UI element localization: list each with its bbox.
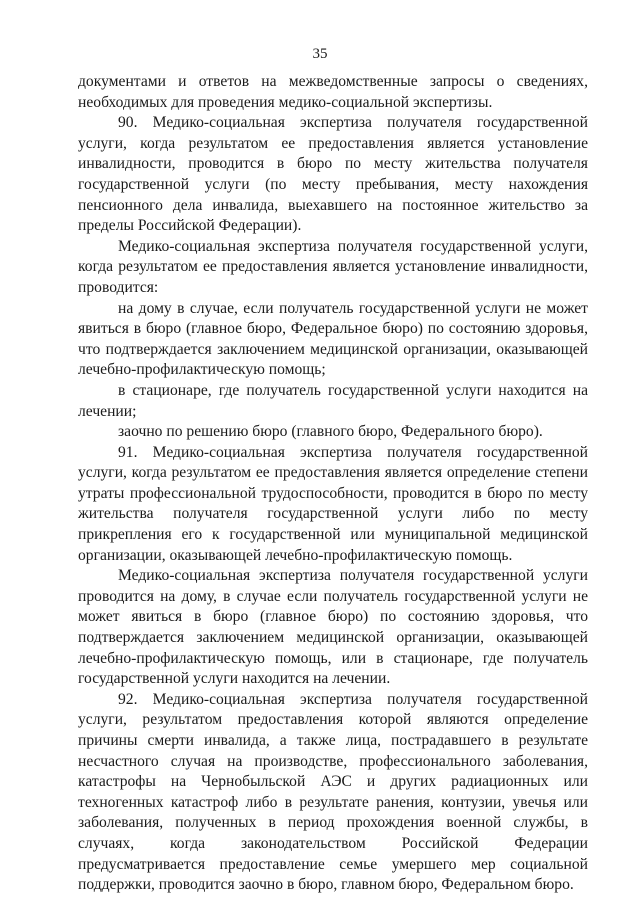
paragraph-disability-mse: Медико-социальная экспертиза получателя государственной услуги, когда результатом ее предоставления является установление инвалидности, проводится: (78, 237, 588, 296)
paragraph-home-or-hospital: Медико-социальная экспертиза получателя государственной услуги проводится на дому, в случае если получатель государственной услуги не может явиться в бюро (главное бюро) по состоянию здоровья, что подтверждается заключением медицинской организации, оказывающей лечебно-профилактическую помощь, или в стационаре, где получатель государственной услуги находится на лечении. (78, 567, 588, 688)
paragraph-item-91: 91. Медико-социальная экспертиза получателя государственной услуги, когда результатом ее предоставления является определение степени утраты профессиональной трудоспособности, проводится в бюро по месту жительства получателя государственной услуги либо по месту прикрепления его к государственной или муниципальной медицинской организации, оказывающей лечебно-профилактическую помощь. (78, 443, 588, 564)
paragraph-continuation: документами и ответов на межведомственные запросы о сведениях, необходимых для проведения медико-социальной экспертизы. (78, 73, 588, 111)
paragraph-in-absentia: заочно по решению бюро (главного бюро, Федерального бюро). (118, 423, 543, 441)
paragraph-item-92: 92. Медико-социальная экспертиза получателя государственной услуги, результатом предоставления которой являются определение причины смерти инвалида, а также лица, пострадавшего в результате несчастного случая на производстве, профессионального заболевания, катастрофы на Чернобыльской АЭС и других радиационных или техногенных катастроф либо в результате ранения, контузии, увечья или заболевания, полученных в период прохождения военной службы, в случаях, когда законодательством Российской Федерации предусматривается предоставление семье умершего мер социальной поддержки, проводится заочно в бюро, главном бюро, Федеральном бюро. (78, 690, 588, 894)
paragraph-hospital: в стационаре, где получатель государственной услуги находится на лечении; (78, 381, 588, 420)
document-body (78, 72, 588, 896)
paragraph-at-home: на дому в случае, если получатель государственной услуги не может явиться в бюро (главное бюро, Федеральное бюро) по состоянию здоровья, что подтверждается заключением медицинской организации, оказывающей лечебно-профилактическую помощь; (78, 299, 588, 379)
page-number: 35 (312, 46, 328, 62)
paragraph-item-90: 90. Медико-социальная экспертиза получателя государственной услуги, когда результатом ее предоставления является установление инвалидности, проводится в бюро по месту жительства получателя государственной услуги (по месту пребывания, месту нахождения пенсионного дела инвалида, выехавшего на постоянное жительство за пределы Российской Федерации). (78, 114, 588, 235)
